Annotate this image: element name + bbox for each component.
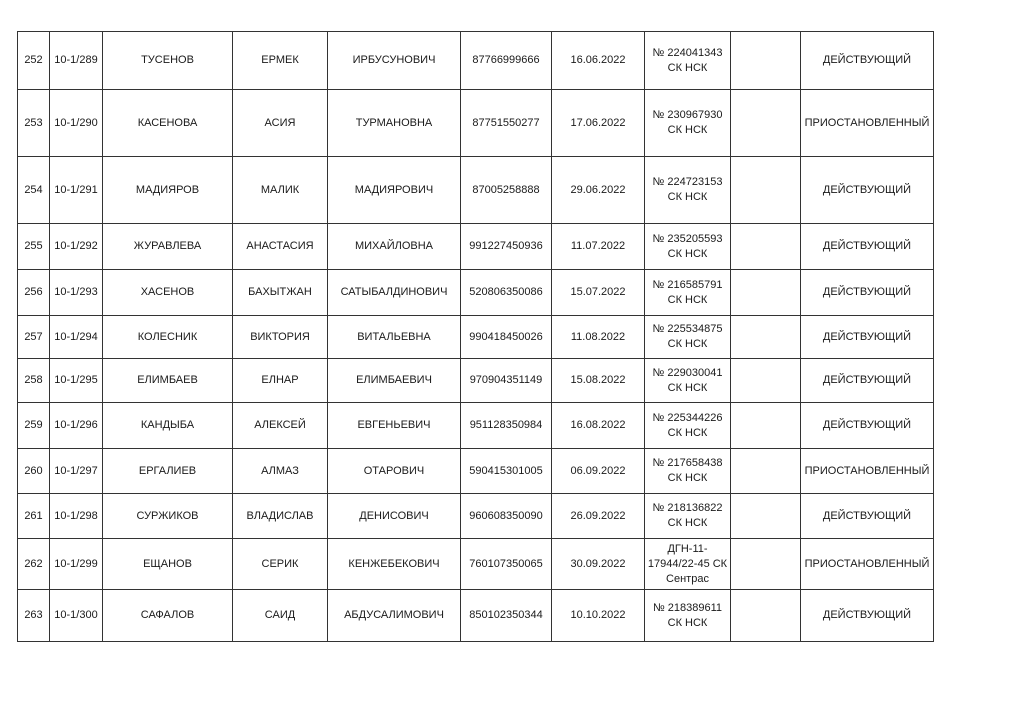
cell-id: 87766999666 [461, 32, 552, 90]
policy-line: СК НСК [667, 472, 708, 484]
cell-reg: 10-1/291 [50, 157, 103, 224]
cell-first: САИД [233, 590, 328, 642]
cell-last: ТУСЕНОВ [103, 32, 233, 90]
cell-date: 26.09.2022 [552, 494, 645, 539]
cell-id: 520806350086 [461, 270, 552, 316]
policy-line: № 225534875 [652, 323, 723, 335]
cell-num: 262 [18, 539, 50, 590]
cell-last: ЕЩАНОВ [103, 539, 233, 590]
policy-line: СК НСК [667, 338, 708, 350]
cell-date: 11.07.2022 [552, 224, 645, 270]
cell-middle: ВИТАЛЬЕВНА [328, 316, 461, 359]
cell-date: 16.06.2022 [552, 32, 645, 90]
policy-line: СК НСК [667, 61, 708, 74]
policy-line: СК НСК [667, 293, 708, 306]
cell-num: 255 [18, 224, 50, 270]
cell-last: ЕРГАЛИЕВ [103, 449, 233, 494]
cell-middle: ТУРМАНОВНА [328, 90, 461, 157]
cell-first: БАХЫТЖАН [233, 270, 328, 316]
table-row [18, 359, 934, 403]
cell-id: 970904351149 [461, 359, 552, 403]
policy-line: № 229030041 [652, 366, 723, 379]
cell-extra [731, 403, 801, 449]
cell-policy [645, 403, 731, 449]
cell-num: 260 [18, 449, 50, 494]
cell-last: КОЛЕСНИК [103, 316, 233, 359]
policy-line: ДГН-11-17944/22-45 СК [647, 542, 728, 570]
cell-first: ЕЛНАР [233, 359, 328, 403]
table-row [18, 449, 934, 494]
cell-status: ДЕЙСТВУЮЩИЙ [801, 359, 934, 403]
cell-last: ХАСЕНОВ [103, 270, 233, 316]
cell-extra [731, 449, 801, 494]
cell-extra [731, 359, 801, 403]
cell-last: КАСЕНОВА [103, 90, 233, 157]
cell-date: 11.08.2022 [552, 316, 645, 359]
cell-middle: ЕВГЕНЬЕВИЧ [328, 403, 461, 449]
table-row [18, 224, 934, 270]
policy-line: № 216585791 [652, 278, 723, 291]
cell-policy [645, 270, 731, 316]
cell-id: 991227450936 [461, 224, 552, 270]
table-row [18, 157, 934, 224]
policy-line: СК НСК [667, 191, 708, 203]
cell-last: МАДИЯРОВ [103, 157, 233, 224]
cell-last: ЖУРАВЛЕВА [103, 224, 233, 270]
cell-id: 87005258888 [461, 157, 552, 224]
cell-extra [731, 539, 801, 590]
cell-middle: МАДИЯРОВИЧ [328, 157, 461, 224]
cell-last: КАНДЫБА [103, 403, 233, 449]
table-row [18, 316, 934, 359]
cell-last: СУРЖИКОВ [103, 494, 233, 539]
policy-line: № 235205593 [652, 232, 723, 245]
cell-status: ПРИОСТАНОВЛЕННЫЙ [801, 539, 934, 590]
table-row [18, 494, 934, 539]
cell-first: АСИЯ [233, 90, 328, 157]
cell-reg: 10-1/297 [50, 449, 103, 494]
cell-first: МАЛИК [233, 157, 328, 224]
cell-num: 252 [18, 32, 50, 90]
cell-policy [645, 494, 731, 539]
cell-id: 850102350344 [461, 590, 552, 642]
cell-id: 990418450026 [461, 316, 552, 359]
table-body [18, 32, 934, 642]
cell-reg: 10-1/298 [50, 494, 103, 539]
policy-line: СК НСК [667, 124, 708, 136]
cell-first: АЛЕКСЕЙ [233, 403, 328, 449]
policy-line: СК НСК [667, 247, 708, 260]
cell-last: ЕЛИМБАЕВ [103, 359, 233, 403]
cell-middle: АБДУСАЛИМОВИЧ [328, 590, 461, 642]
cell-reg: 10-1/296 [50, 403, 103, 449]
policy-line: № 218136822 [652, 502, 723, 514]
cell-num: 259 [18, 403, 50, 449]
cell-reg: 10-1/299 [50, 539, 103, 590]
table-row [18, 590, 934, 642]
policy-line: Сентрас [666, 572, 709, 585]
cell-date: 16.08.2022 [552, 403, 645, 449]
cell-policy [645, 539, 731, 590]
cell-num: 261 [18, 494, 50, 539]
cell-policy [645, 590, 731, 642]
cell-reg: 10-1/295 [50, 359, 103, 403]
table-row [18, 90, 934, 157]
cell-reg: 10-1/294 [50, 316, 103, 359]
cell-num: 257 [18, 316, 50, 359]
cell-date: 30.09.2022 [552, 539, 645, 590]
cell-status: ДЕЙСТВУЮЩИЙ [801, 403, 934, 449]
policy-line: СК НСК [667, 381, 708, 394]
cell-reg: 10-1/293 [50, 270, 103, 316]
cell-status: ПРИОСТАНОВЛЕННЫЙ [801, 90, 934, 157]
cell-middle: САТЫБАЛДИНОВИЧ [328, 270, 461, 316]
cell-middle: МИХАЙЛОВНА [328, 224, 461, 270]
policy-line: СК НСК [667, 616, 708, 629]
cell-date: 10.10.2022 [552, 590, 645, 642]
policy-line: № 224723153 [652, 176, 723, 188]
cell-policy [645, 157, 731, 224]
table-row [18, 32, 934, 90]
policy-line: СК НСК [667, 426, 708, 439]
cell-extra [731, 224, 801, 270]
cell-extra [731, 494, 801, 539]
cell-first: ВЛАДИСЛАВ [233, 494, 328, 539]
cell-id: 87751550277 [461, 90, 552, 157]
cell-first: ЕРМЕК [233, 32, 328, 90]
cell-reg: 10-1/300 [50, 590, 103, 642]
cell-num: 253 [18, 90, 50, 157]
cell-date: 15.07.2022 [552, 270, 645, 316]
cell-status: ДЕЙСТВУЮЩИЙ [801, 316, 934, 359]
cell-id: 590415301005 [461, 449, 552, 494]
cell-first: СЕРИК [233, 539, 328, 590]
table-row [18, 539, 934, 590]
cell-num: 258 [18, 359, 50, 403]
policy-line: № 225344226 [652, 411, 723, 424]
cell-status: ДЕЙСТВУЮЩИЙ [801, 494, 934, 539]
cell-status: ДЕЙСТВУЮЩИЙ [801, 270, 934, 316]
cell-first: ВИКТОРИЯ [233, 316, 328, 359]
cell-reg: 10-1/290 [50, 90, 103, 157]
cell-extra [731, 157, 801, 224]
cell-extra [731, 590, 801, 642]
cell-first: АНАСТАСИЯ [233, 224, 328, 270]
cell-policy [645, 32, 731, 90]
cell-id: 951128350984 [461, 403, 552, 449]
table-row [18, 403, 934, 449]
cell-middle: ЕЛИМБАЕВИЧ [328, 359, 461, 403]
cell-id: 960608350090 [461, 494, 552, 539]
cell-middle: ИРБУСУНОВИЧ [328, 32, 461, 90]
cell-date: 17.06.2022 [552, 90, 645, 157]
cell-policy [645, 224, 731, 270]
cell-policy [645, 449, 731, 494]
cell-num: 263 [18, 590, 50, 642]
cell-policy [645, 359, 731, 403]
policy-line: № 230967930 [652, 109, 723, 121]
cell-extra [731, 90, 801, 157]
cell-last: САФАЛОВ [103, 590, 233, 642]
cell-date: 15.08.2022 [552, 359, 645, 403]
cell-num: 254 [18, 157, 50, 224]
table-row [18, 270, 934, 316]
cell-policy [645, 90, 731, 157]
cell-middle: КЕНЖЕБЕКОВИЧ [328, 539, 461, 590]
cell-status: ПРИОСТАНОВЛЕННЫЙ [801, 449, 934, 494]
cell-extra [731, 270, 801, 316]
cell-id: 760107350065 [461, 539, 552, 590]
cell-status: ДЕЙСТВУЮЩИЙ [801, 224, 934, 270]
registry-table [17, 31, 934, 642]
cell-date: 06.09.2022 [552, 449, 645, 494]
cell-num: 256 [18, 270, 50, 316]
cell-extra [731, 316, 801, 359]
cell-status: ДЕЙСТВУЮЩИЙ [801, 157, 934, 224]
policy-line: № 217658438 [652, 457, 723, 469]
cell-first: АЛМАЗ [233, 449, 328, 494]
cell-middle: ДЕНИСОВИЧ [328, 494, 461, 539]
cell-reg: 10-1/292 [50, 224, 103, 270]
cell-status: ДЕЙСТВУЮЩИЙ [801, 590, 934, 642]
policy-line: № 218389611 [652, 601, 723, 614]
cell-extra [731, 32, 801, 90]
cell-date: 29.06.2022 [552, 157, 645, 224]
cell-middle: ОТАРОВИЧ [328, 449, 461, 494]
policy-line: № 224041343 [652, 46, 723, 59]
cell-status: ДЕЙСТВУЮЩИЙ [801, 32, 934, 90]
cell-policy [645, 316, 731, 359]
cell-reg: 10-1/289 [50, 32, 103, 90]
policy-line: СК НСК [667, 517, 708, 529]
